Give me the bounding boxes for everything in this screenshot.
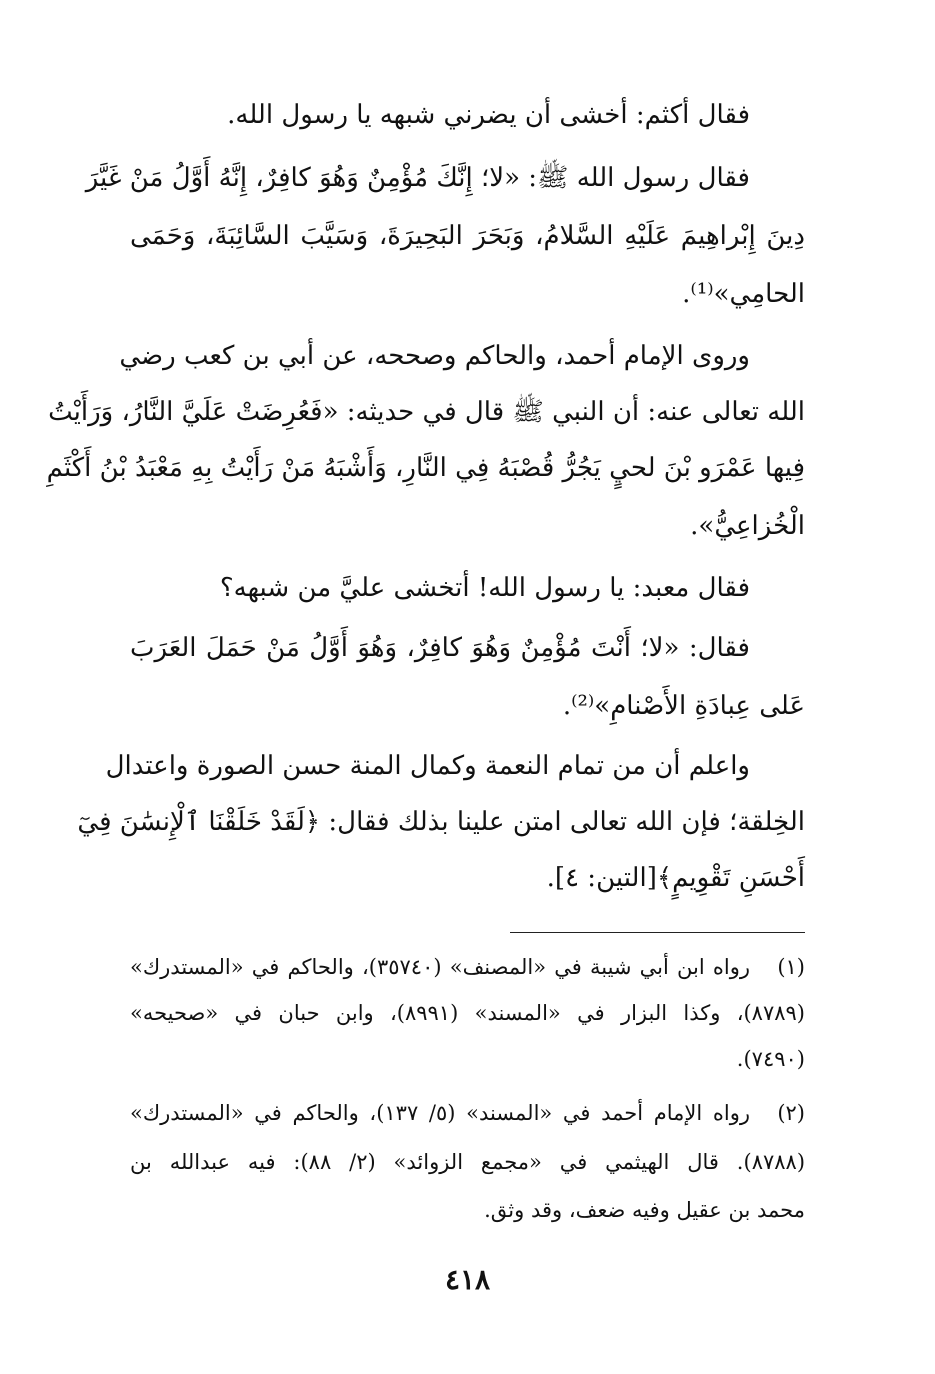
body-line: أَحْسَنِ تَقْوِيمٍ﴾[التين: ٤].: [546, 863, 805, 893]
footnote-line: (٧٤٩٠).: [736, 1047, 805, 1071]
body-line: فقال أكثم: أخشى أن يضرني شبهه يا رسول الله.: [227, 100, 750, 130]
body-line: عَلى عِبادَةِ الأَصْنامِ»⁽²⁾.: [562, 691, 805, 721]
body-line: فقال معبد: يا رسول الله! أتخشى عليَّ من شبهه؟: [219, 573, 750, 603]
footnote-divider: [510, 932, 805, 933]
body-line: وروى الإمام أحمد، والحاكم وصححه، عن أبي بن كعب رضي: [119, 341, 750, 371]
footnote-number: (١): [777, 955, 805, 979]
footnote-line: (٨٧٨٩)، وكذا البزار في «المسند» (٨٩٩١)، وابن حبان في «صحيحه»: [130, 1001, 805, 1025]
body-line: الخِلقة؛ فإن الله تعالى امتن علينا بذلك فقال: ﴿لَقَدْ خَلَقْنَا ٱلْإِنسَٰنَ فِيٓ: [77, 807, 805, 837]
footnote-line: (٨٧٨٨). قال الهيثمي في «مجمع الزوائد» (٢/ ٨٨): فيه عبدالله بن: [130, 1150, 806, 1174]
footnote-line: رواه الإمام أحمد في «المسند» (٥/ ١٣٧)، والحاكم في «المستدرك»: [130, 1101, 750, 1125]
body-line: فِيها عَمْرَو بْنَ لحيٍ يَجُرُّ قُصْبَهُ فِي النَّارِ، وَأَشْبَهُ مَنْ رَأَيْتُ بِهِ مَعْبَدُ بْنُ أَكْثَمِ: [46, 453, 805, 483]
body-line: فقال: «لا؛ أَنْتَ مُؤْمِنٌ وَهُوَ كافِرٌ، وَهُوَ أَوَّلُ مَنْ حَمَلَ العَرَبَ: [130, 633, 750, 663]
footnote-line: رواه ابن أبي شيبة في «المصنف» (٣٥٧٤٠)، والحاكم في «المستدرك»: [130, 955, 750, 979]
footnote-number: (٢): [777, 1101, 805, 1125]
body-line: دِينَ إِبْراهِيمَ عَلَيْهِ السَّلامُ، وَبَحَرَ البَحِيرَةَ، وَسَيَّبَ السَّائِبَةَ، وَحَمَى: [130, 221, 805, 251]
body-line: واعلم أن من تمام النعمة وكمال المنة حسن الصورة واعتدال: [105, 751, 750, 781]
body-line: الحامِي»⁽¹⁾.: [682, 279, 805, 309]
page-number: ٤١٨: [444, 1263, 491, 1296]
body-line: الْخُزاعِيُّ».: [690, 511, 805, 541]
body-line: فقال رسول الله ﷺ: «لا؛ إِنَّكَ مُؤْمِنٌ وَهُوَ كافِرٌ، إِنَّهُ أَوَّلُ مَنْ غَيَّرَ: [85, 163, 750, 193]
body-line: الله تعالى عنه: أن النبي ﷺ قال في حديثه: «فَعُرِضَتْ عَلَيَّ النَّارُ، وَرَأَيْتُ: [48, 397, 805, 427]
footnote-line: محمد بن عقيل وفيه ضعف، وقد وثق.: [484, 1198, 805, 1222]
